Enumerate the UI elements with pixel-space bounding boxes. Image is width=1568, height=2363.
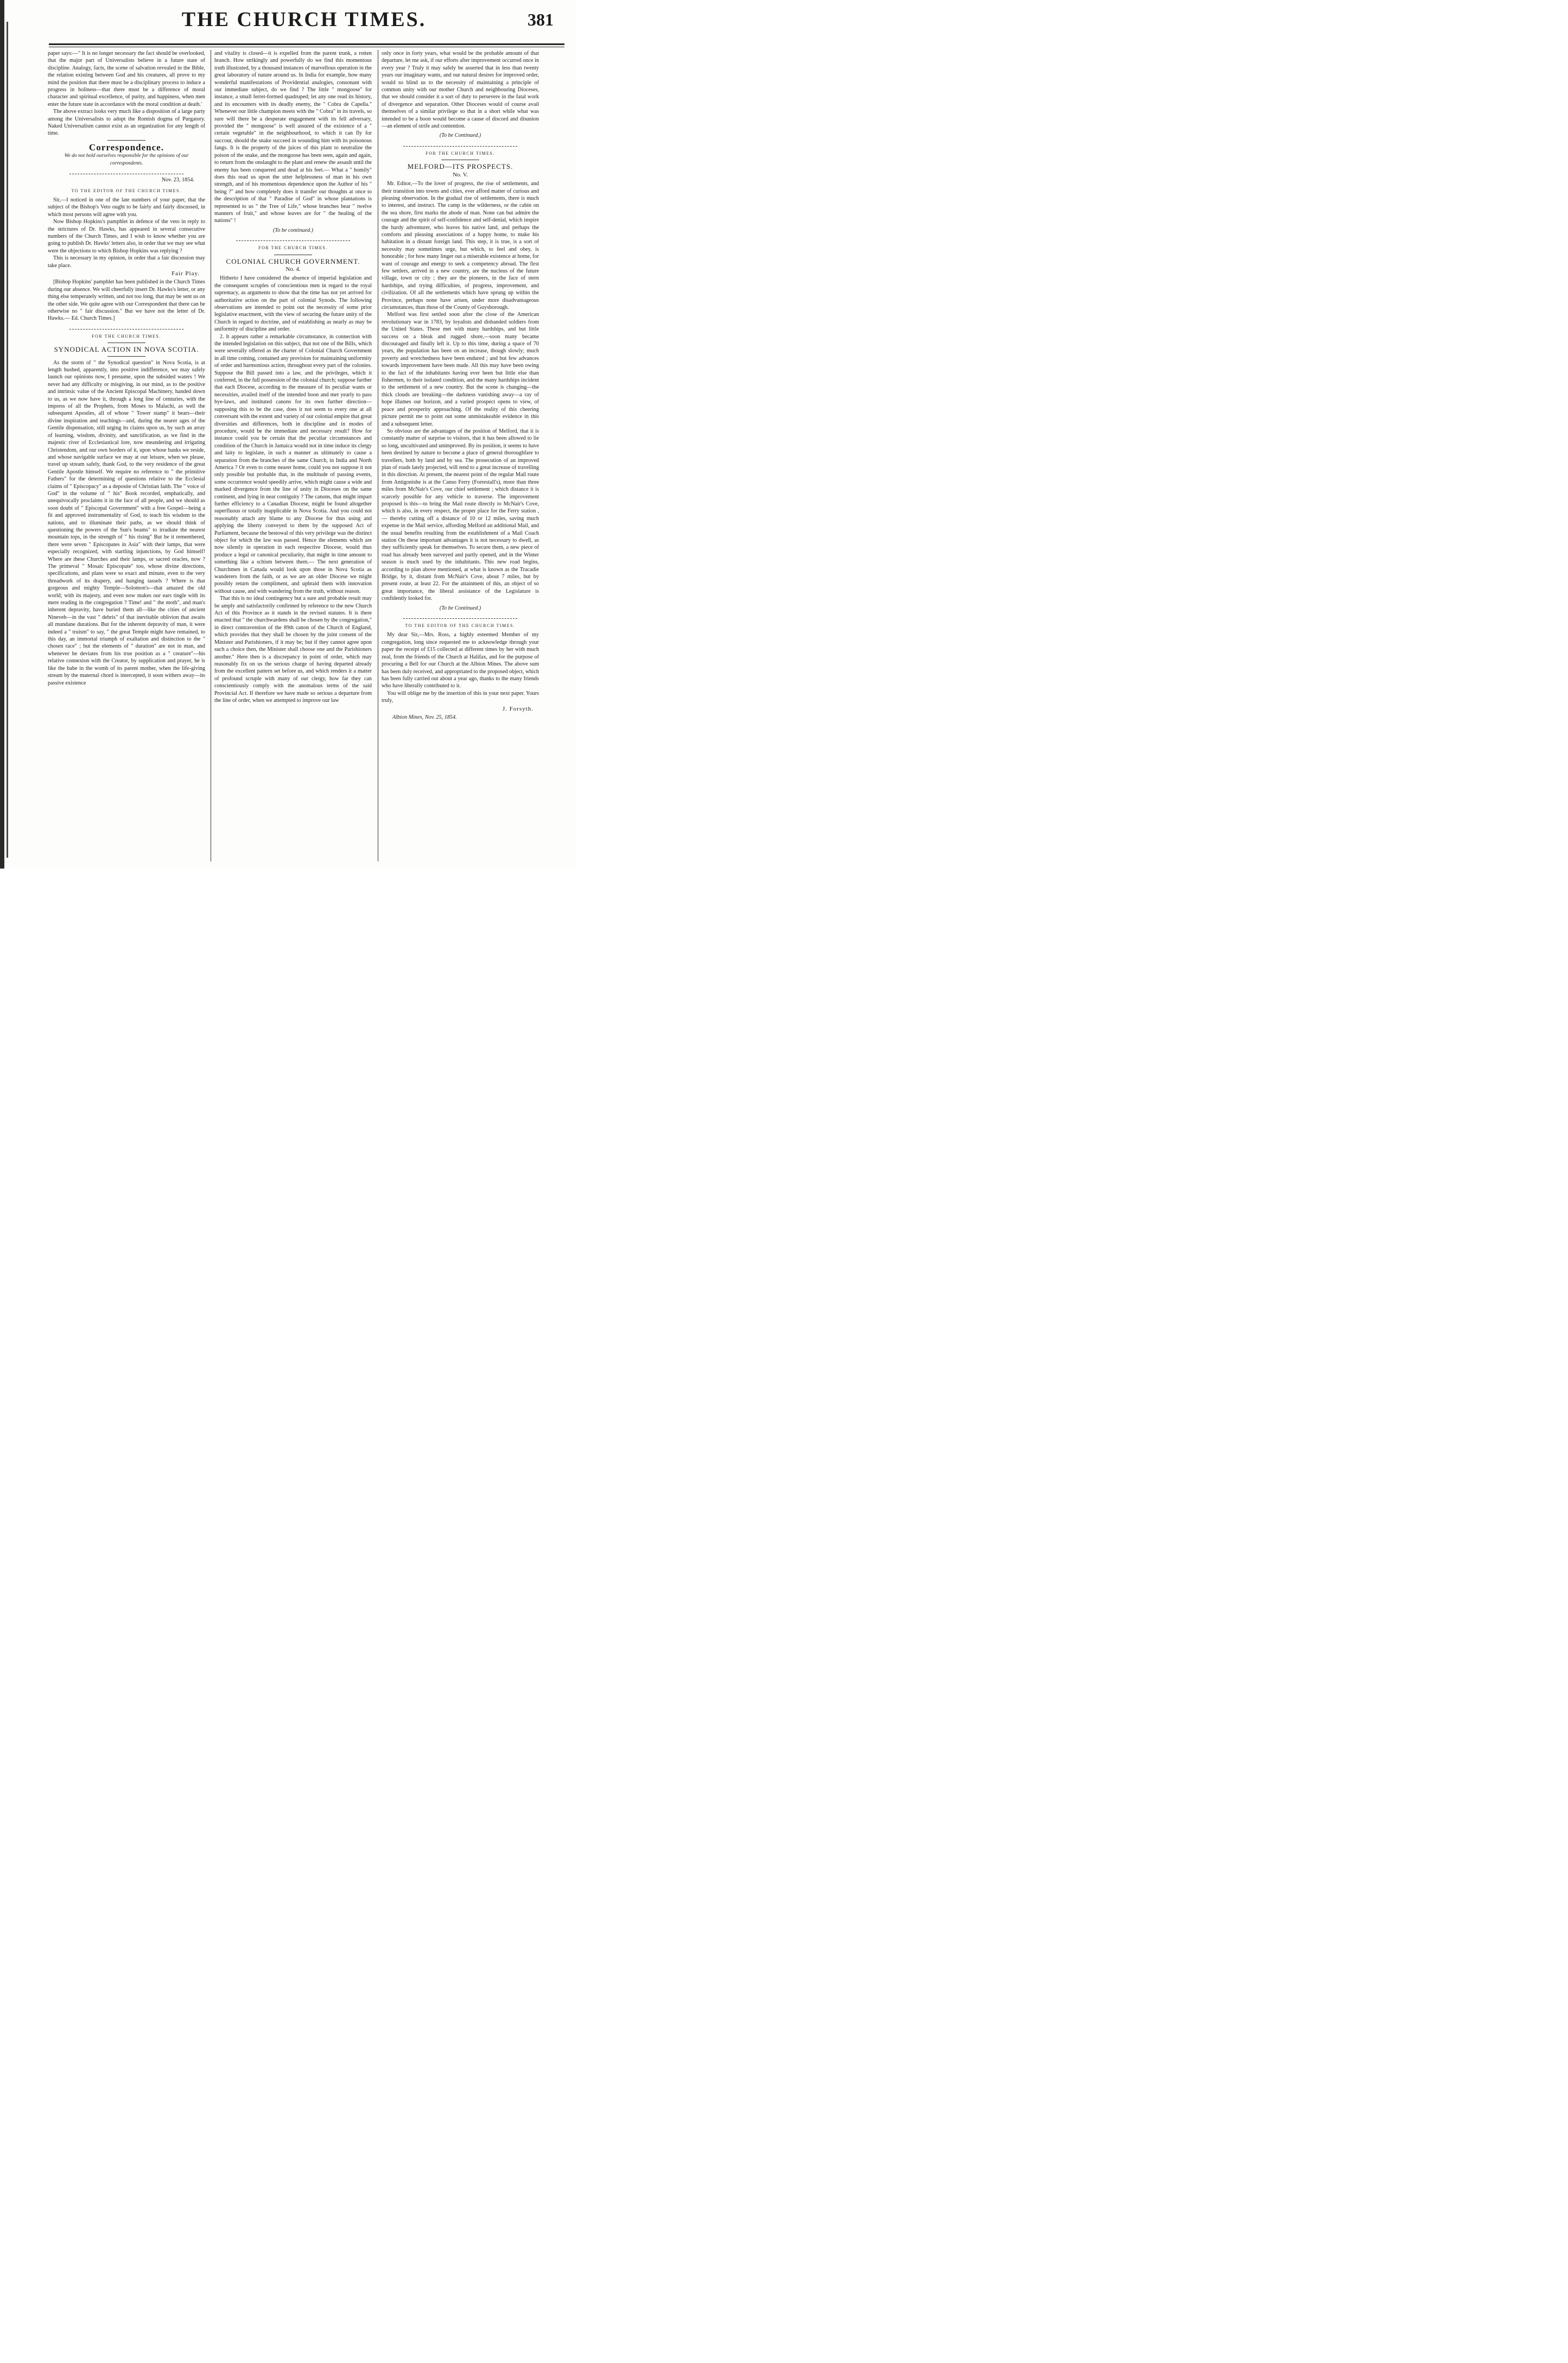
- article-paragraph: paper says:—" It is no longer necessary the fact should be overlooked, that the major part of Universalists believe in a future state of discipline. Analogy, facts, the scene of salvation revealed in the Bible, the relation existing between God and his creatures, all prove to my mind the position that there must be a disciplinary process to induce a progress in holiness—that there must be a difference of moral character and spiritual excellence, of purity, and happiness, when men enter the future state in accordance with the moral condition at death.': [48, 50, 205, 107]
- section-rule: [107, 140, 145, 141]
- article-source: FOR THE CHURCH TIMES.: [92, 333, 161, 339]
- masthead-title: THE CHURCH TIMES.: [181, 8, 427, 31]
- article-paragraph: The above extract looks very much like a disposition of a large party among the Universalists to adopt the Romish dogma of Purgatory. Naked Universalism cannot exist as an organization for any length of time.: [48, 109, 205, 137]
- letter-signature: J. Forsyth.: [502, 705, 534, 712]
- page-binding-edge: [0, 0, 4, 869]
- article-paragraph: You will oblige me by the insertion of this in your next paper. Yours truly,: [382, 690, 539, 704]
- continuation-note: (To be Continued.): [439, 605, 481, 611]
- column-2: [214, 50, 372, 864]
- newspaper-page: [0, 0, 576, 869]
- letter-signature: Fair Play.: [171, 270, 200, 277]
- article-paragraph: Sir,—I noticed in one of the late numbers of your paper, that the subject of the Bishop's Veto ought to be fairly and fairly discussed, in which most persons will agree with you.: [48, 197, 205, 218]
- page-number: 381: [528, 10, 554, 29]
- wavy-divider: [69, 169, 183, 174]
- wavy-divider: [403, 614, 517, 619]
- article-paragraph: My dear Sir,—Mrs. Ross, a highly esteemed Member of my congregation, long since requested me to acknowledge through your paper the receipt of £15 collected at different times by her with much zeal, from the friends of the Church at Halifax, and for the purpose of procuring a Bell for our Church at the Albion Mines. The above sum has been duly received, and appropriated to the proposed object, which has been fully carried out about a year ago, thanks to the many friends who have liberally contributed to it.: [382, 632, 539, 689]
- article-number: No. V.: [452, 171, 468, 178]
- article-paragraph: Mr. Editor,—To the lover of progress, the rise of settlements, and their transition into towns and cities, ever afford matter of curious and pleasing observation. In the gradual rise of settlements, there is much to interest, and instruct. The camp in the wilderness, or the cabin on the sea shore, first marks the abode of man. None can but admire the courage and the spirit of self-confidence and self-denial, which inspire the hardy adventurer, who leaves his native land, and perhaps the comforts and pleasing associations of a happy home, to make his habitation in a distant foreign land. This step, it is true, is a sort of necessity may sometimes urge, but which, to feel and obey, is honorable ; for how many linger out a miserable existence at home, for want of courage and energy to seek a competency abroad. The first few settlers, arrived in a new country, are the nucleus of the future village, town or city ; they are the pioneers, in the face of stern hardships, and trying difficulties, of progress, improvement, and civilization. Of all the settlements which have sprung up within the Province, perhaps none have arisen, under more disadvantageous circumstances, than those of the County of Guysborough.: [382, 181, 539, 311]
- wavy-divider: [236, 236, 350, 241]
- article-paragraph: and vitality is closed—it is expelled from the parent trunk, a rotten branch. How strikingly and powerfully do we find this momentous truth illustrated, by a thousand instances of marvellous operation in the great laboratory of nature around us. In India for example, how many wonderful manifestations of Providential analogies, consonant with our immediate subject, do we find ? The little " mongoose" for instance, a small ferret-formed quadruped; let any one read its history, and its encounters with its deadly enemy, the " Cobra de Capella." Whenever our little champion meets with the " Cobra" in its travels, so sure will there be a desperate engagement with its fell adversary, provided the " mongoose" is well assured of the existence of a " certain vegetable" in the neighbourhood, to which it can fly for succour, should the snake succeed in wounding him with its poisonous fangs. It is the property of the juices of this plant to neutralize the poison of the snake, and the mongoose has been seen, again and again, to return from the onslaught to the plant and renew the assault until the enemy has been conquered and dead at his feet.— What a " homily" does this read us upon the utter helplessness of man in his own strength, and of his momentous dependence upon the Author of his " being ?" and how completely does it transfer our thoughts at once to the description of that " Paradise of God" in whose plantations is represented to us " the Tree of Life," whose branches bear " twelve manners of fruit," and whose leaves are for " the healing of the nations" !: [214, 50, 372, 224]
- article-number: No. 4.: [285, 265, 301, 273]
- article-paragraph: 2. It appears rather a remarkable circumstance, in connection with the intended legislation on this subject, that not one of the Bills, which were severally offered as the charter of Colonial Church Government in all time coming, contained any provision for maintaining uniformity of order and harmonious action, throughout every part of the colonies. Suppose the Bill passed into a law, and the privileges, which it conferred, in the full possession of the colonial church; suppose further that each Diocese, according to the measure of its peculiar wants or necessities, availed itself of the intended boon and met yearly to pass bye-laws, and instituted canons for its own further direction—supposing this to be the case, does it not seem to every one at all conversant with the extent and variety of our colonial empire that great diversities and differences, both in discipline and in modes of procedure, would be the immediate and necessary result? How for instance could you be certain that the peculiar circumstances and condition of the Church in Jamaica would not in time induce its clergy and laity to legislate, in such a manner as ultimately to cause a separation from the branches of the same Church, in India and North America ? Or even to come nearer home, could you not suppose it not only possible but probable that, in the multitude of passing events, some occurrence would speedily arrive, which might cause a wide and marked divergence from the line of unity in Dioceses on the same continent, and lying in near contiguity ? The canons, that might impart further efficiency to a Canadian Diocese, might be found altogether superfluous or totally inapplicable in Nova Scotia. And you could not reasonably attach any blame to any Diocese for thus using and applying the liberty conveyed to them by the supposed Act of Parliament, because the bestowal of this very privilege was the distinct object for which the law was passed. Hence the elements which are now silently in operation in each respective Diocese, would thus produce a legal or canonical peculiarity, that might in time amount to something like a schism between them.— The next generation of Churchmen in Canada would look upon those in Nova Scotia as wanderers from the faith, or as we are an older Diocese we might possibly return the compliment, and upbraid them with innovation without cause, and with wandering from the truth, without reason.: [214, 333, 372, 594]
- article-paragraph: So obvious are the advantages of the position of Melford, that it is constantly matter of surprise to visitors, that it has been allowed to lie so long, uncultivated and unimproved. By its position, it seems to have been destined by nature to become a place of general thoroughfare to travellers, both by land and by sea. The prosecution of an improved plan of roads lately projected, will tend to a great increase of travelling in this direction. At present, the nearest point of the regular Mail route from Antigonishe is at the Canso Ferry (Forrestall's), more than three miles from McNair's Cove, our chief settlement ; which distance it is scarcely possible for any vehicle to traverse. The improvement proposed is this—to bring the Mail route directly to McNair's Cove, which is also, in every respect, the proper place for the Ferry station ,— thereby cutting off a distance of 10 or 12 miles, saving much expense in the Mail service, affording Melford an additional Mail, and the usual benefits resulting from the establishment of a Mail Coach station On these important advantages it is not necessary to dwell, as they sufficiently speak for themselves. To secure them, a new piece of road has already been surveyed and partly opened, and in the Winter season is much used by the inhabitants. This new road begins, according to plan above mentioned, at what is known as the Tracadie Bridge, by it, distant from McNair's Cove, about 7 miles, but by present route, at least 22. For the attainment of this, an object of so great importance, the liberal assistance of the Legislature is confidently looked for.: [382, 428, 539, 602]
- article-paragraph: This is necessary in my opinion, in order that a fair discussion may take place.: [48, 255, 205, 269]
- disclaimer: We do not hold ourselves responsible for the opinions of our correspondents.: [64, 153, 189, 166]
- column-1: [48, 50, 205, 864]
- column-3: [382, 50, 539, 864]
- section-rule: [107, 356, 145, 357]
- article-paragraph: Hitherto I have considered the absence of imperial legislation and the consequent scruples of conscientious men in regard to the royal supremacy, as arguments to show that the time has not yet arrived for authoritative action on the part of colonial Synods. The following observations are intended to point out the necessity of some prior legislative enactment, with the view of securing the future unity of the Church in regard to doctrine, and of establishing as nearly as may be uniformity of discipline and order.: [214, 275, 372, 333]
- letter-date: Nov. 23, 1854.: [161, 177, 194, 183]
- page-binding-line: [7, 22, 8, 858]
- wavy-divider: [69, 325, 183, 330]
- letter-place-date: Albion Mines, Nov. 25, 1854.: [392, 714, 457, 720]
- article-title: MELFORD—ITS PROSPECTS.: [407, 162, 513, 171]
- letter-address: TO THE EDITOR OF THE CHURCH TIMES.: [405, 623, 516, 629]
- continuation-note: (To be continued.): [272, 227, 314, 233]
- article-title: SYNODICAL ACTION IN NOVA SCOTIA.: [54, 345, 199, 354]
- article-paragraph: Melford was first settled soon after the close of the American revolutionary war in 1783, by loyalists and disbanded soldiers from the United States. These met with many hardships, and but little success on a bleak and rugged shore,—soon many became discouraged and finally left it. Up to this time, during a space of 70 years, the population has been on an increase, though slowly; much poverty and wretchedness have been endured ; and but few advances towards improvement have been made. All this may have been owing to the fact of the inhabitants having ever been but little else than fishermen, to their isolated condition, and the many hardships incident to the settlement of a new country. But the scene is changing—the thick clouds are breaking—the darkness vanishing away—a ray of hope illumes our horizon, and a varied prospect opens to view, of peace and prosperity approaching. Of the reality of this cheering picture permit me to point out some unmistakeable evidence in this and a subsequent letter.: [382, 312, 539, 427]
- letter-address: TO THE EDITOR OF THE CHURCH TIMES.: [71, 188, 182, 193]
- article-source: FOR THE CHURCH TIMES.: [258, 245, 328, 251]
- correspondence-heading: Correspondence.: [89, 142, 164, 153]
- article-title: COLONIAL CHURCH GOVERNMENT.: [226, 257, 360, 265]
- article-paragraph: As the storm of " the Synodical question" in Nova Scotia, is at length hushed, apparently, into positive indifference, we may safely launch our opinions now, I presume, upon the subsided waters ! We never had any difficulty or misgiving, in our mind, as to the positive and intrinsic value of the Ancient Episcopal Machinery, handed down to us, as we now have it, through a long line of centuries, with the impress of all the Prophets, from Moses to Malachi, as well the subsequent Apostles, all of whose " Tower stamp" it bears—their divine inspiration and teachings—and, during the nearer ages of the Gentile dispensation, still urging its claims upon us, by such an array of learning, wisdom, divinity, and sanctification, as we find in the majestic river of Ecclesiastical lore, now meandering and irrigating Christendom, and our own borders of it, upon whose banks we reside, and whose navigable surface we may at our leisure, when we please, travel up stream safely, thank God, to the very residence of the great Gentile Apostle himself. We require no reference to " the primitive Fathers" for the determining of questions relative to the Ecclesial claims of " Episcopacy" as a deposite of Christian faith. The " voice of God" in the volume of " his" Book recorded, emphatically, and unequivocally proclaims it in the face of all people, and we should as soon doubt of " Episcopal Government" with a free Gospel—being a fit and approved instrumentality of God, to teach his wisdom to the nations, and to illuminate their paths, as we should think of questioning the powers of the Sun's beams" to irradiate the nearest mountain tops, in the strength of " his rising" But be it remembered, there were seven " Episcopates in Asia" with their lamps, that were especially recognized, with startling injunctions, by God himself! Where are these Churches and their lamps, or sacred oracles, now ? The primeval " Mosaic Episcopate" too, whose divine directions, specifications, and plans were so exact and minute, even to the very threadwork of its drapery, and hanging tassels ? Where is that gorgeous and mighty Temple—Solomon's—that amazed the old world; with its majesty, and even now makes our ears tingle with its mere reading in the congregation ? Time! and " the moth", and man's inherent depravity, have buried them all—like the cities of ancient Nineveh—in the vast " debris" of that inevitable oblivion that awaits all mundane durations. But for the inherent depravity of man, it were indeed a " truism" to say, " the great Temple might have remained, to this day, an immortal triumph of exaltation and distinction to the " chosen race" ; but the elements of " duration" are not in man, and whenever he deviates from his true position as a " creature"—his relative connexion with the Creator, by supplication and prayer, he is like the babe in the womb of its parent mother, when the life-giving stream by the maternal chord is intercepted, it soon withers away—its passive existence: [48, 359, 205, 686]
- wavy-divider: [403, 142, 517, 147]
- article-paragraph: only once in forty years, what would be the probable amount of that departure, let me ask, if our efforts after improvement occurred once in every year ? Truly it may safely be asserted that in less than twenty years our imaginary wants, and our natural desires for improved order, would so blind us to the necessity of maintaining a principle of common unity with our mother Church and neighbouring Dioceses, that we should consider it a sort of duty to persevere in the fatal work of divergence and separation. Other Dioceses would of course avail themselves of a similar privilege so that in a short while what was intended to be a boon would become a cause of discord and disunion—an element of strife and contention.: [382, 50, 539, 130]
- header-rule: [49, 43, 564, 45]
- masthead: [49, 8, 564, 40]
- continuation-note: (To be Continued.): [439, 132, 481, 139]
- article-source: FOR THE CHURCH TIMES.: [426, 150, 495, 156]
- article-paragraph: Now Bishop Hopkins's pamphlet in defence of the veto in reply to the strictures of Dr. Hawks, has appeared in several consecutive numbers of the Church Times, and I wish to know whether you are going to publish Dr. Hawks' letters also, in order that we may see what were the objections to which Bishop Hopkins was replying ?: [48, 219, 205, 254]
- article-paragraph: That this is no ideal contingency but a sure and probable result may be amply and satisfactorily confirmed by reference to the new Church Act of this Province as it stands in the revised statutes. It is there enacted that " the churchwardens shall be chosen by the congregation," in direct contravention of the 89th canon of the Church of England, which provides that they shall be chosen by the joint consent of the Minister and Parishioners, if it may be; but if they cannot agree upon such a choice then, the Minister shall choose one and the Parishioners another." Here then is a discrepancy in point of order, which may reasonably fix on us the serious charge of having departed already from the excellent pattern set before us, and which renders it a matter of profound scruple with many of our clergy, how far they can conscientiously comply with the anomalous terms of the said Provincial Act. If therefore we have made so serious a departure from the line of order, when we attempted to improve our law: [214, 595, 372, 704]
- editor-note: [Bishop Hopkins' pamphlet has been published in the Church Times during our absence. We will cheerfully insert Dr. Hawks's letter, or any thing else temperately written, and not too long, that may be sent us on the other side. We quite agree with our Correspondent that there can be otherwise no " fair discussion." But we have not the letter of Dr. Hawks.— Ed. Church Times.]: [48, 279, 205, 322]
